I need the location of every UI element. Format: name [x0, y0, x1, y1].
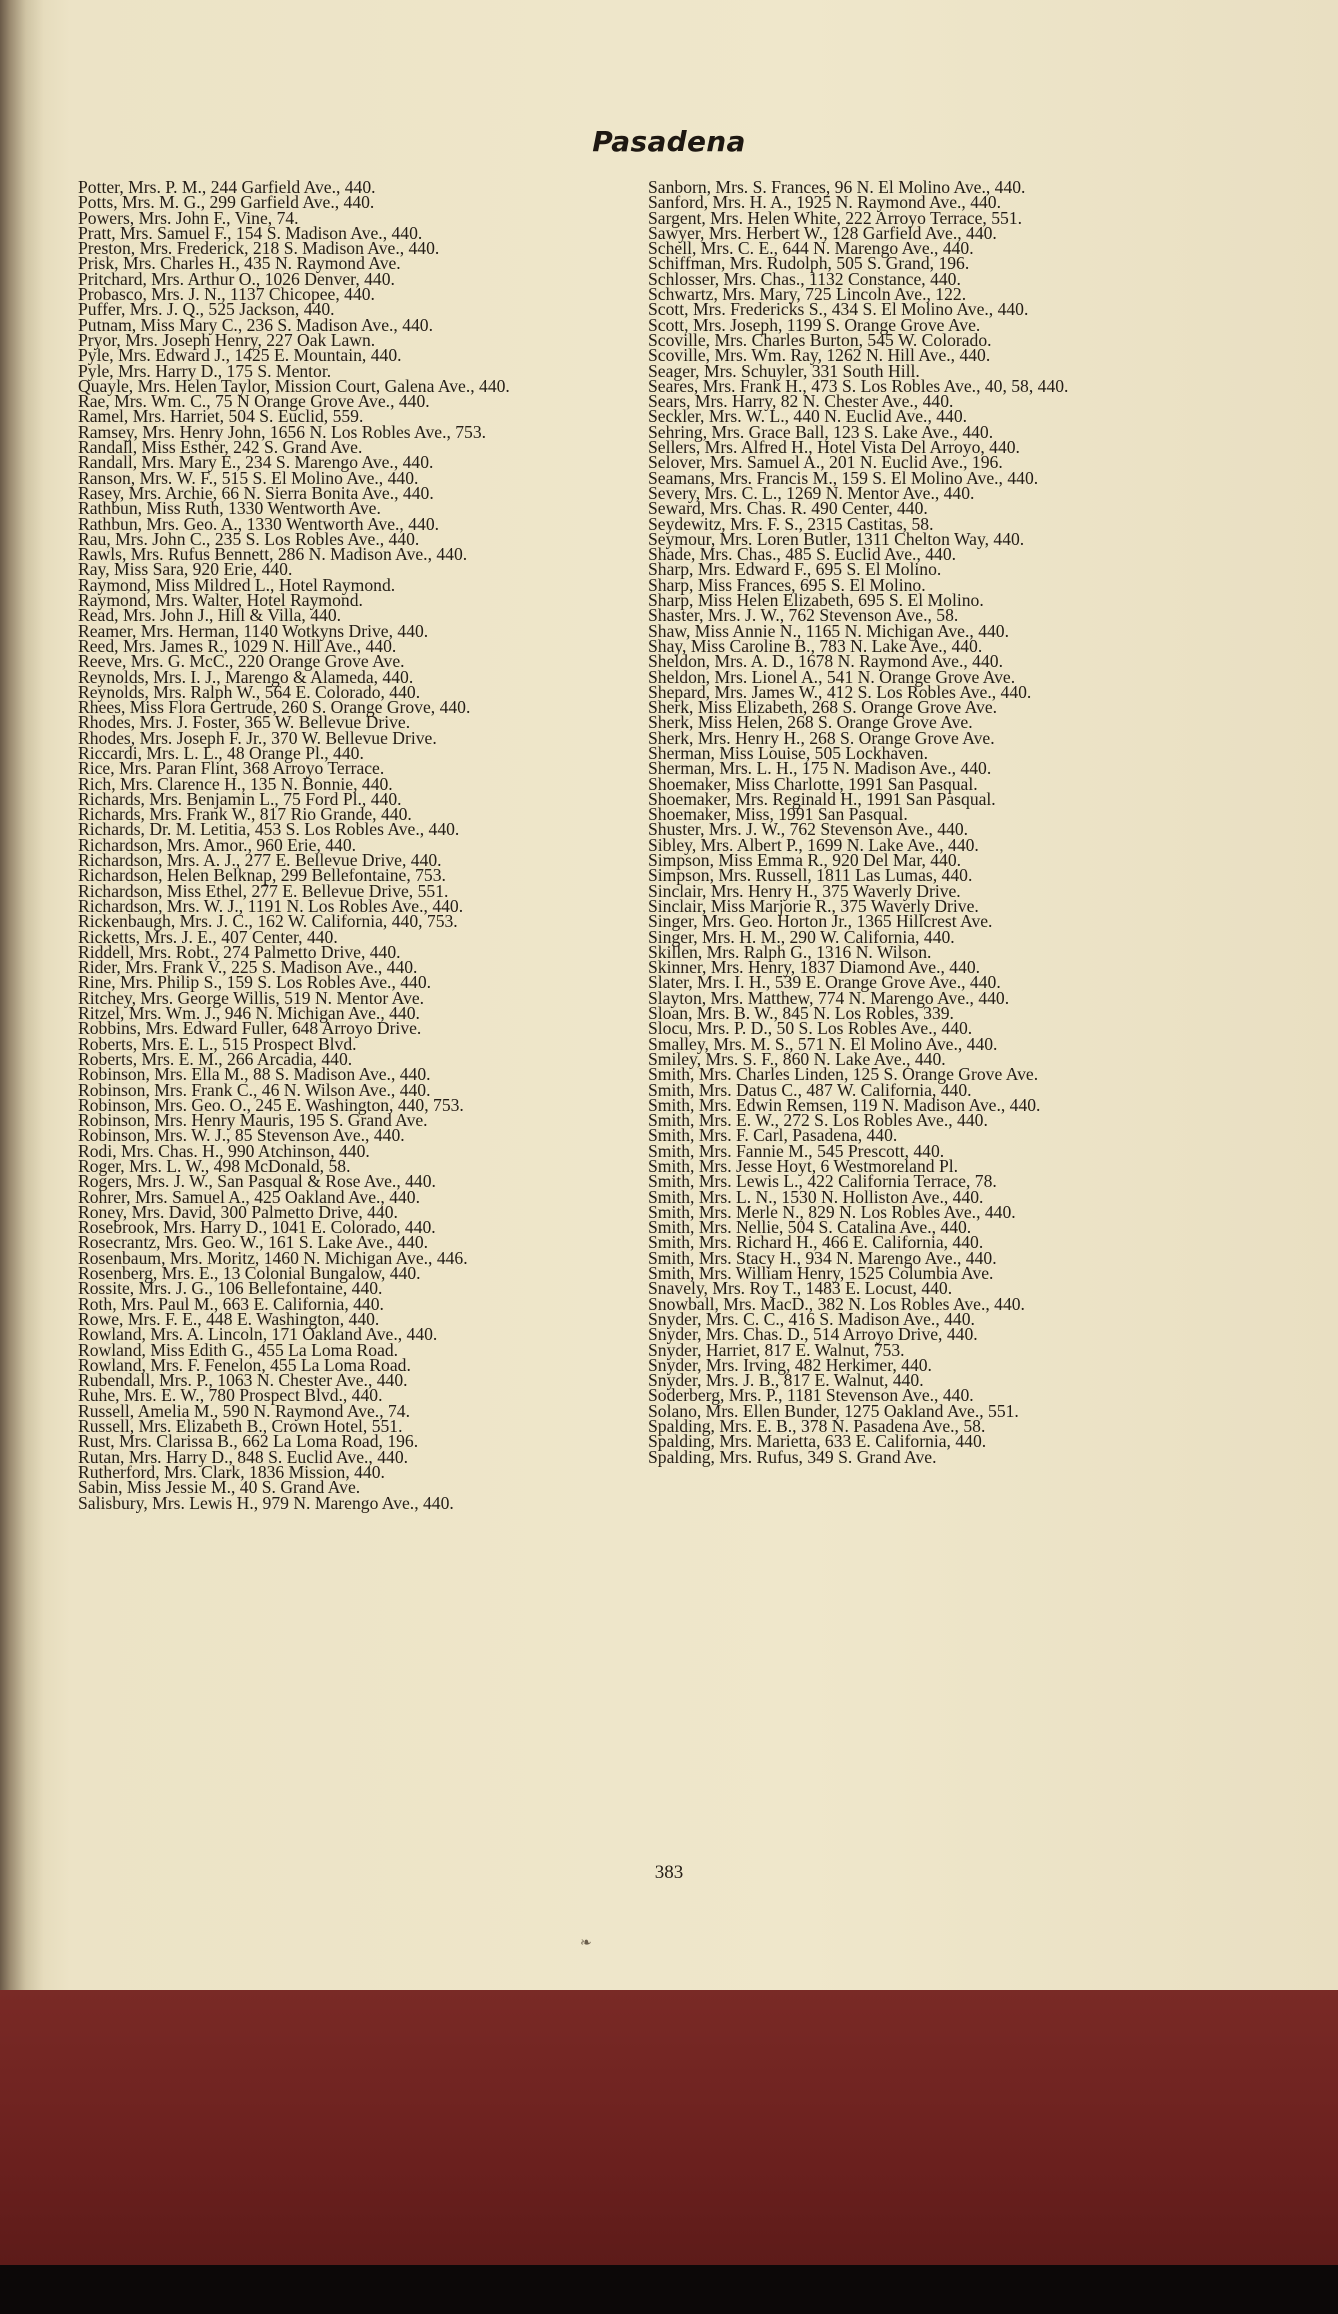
directory-entry: Raymond, Mrs. Walter, Hotel Raymond. — [78, 590, 363, 611]
directory-entry: Richardson, Mrs. Amor., 960 Erie, 440. — [78, 834, 357, 855]
directory-entry: Reamer, Mrs. Herman, 1140 Wotkyns Drive, 440. — [78, 620, 429, 641]
directory-entry: Potter, Mrs. P. M., 244 Garfield Ave., 440. — [78, 177, 376, 197]
directory-entry: Robinson, Mrs. Henry Mauris, 195 S. Grand Ave. — [78, 1110, 428, 1131]
directory-entry: Rau, Mrs. John C., 235 S. Los Robles Ave., 440. — [78, 528, 420, 549]
directory-entry: Riccardi, Mrs. L. L., 48 Orange Pl., 440. — [78, 742, 364, 763]
directory-entry: Rosebrook, Mrs. Harry D., 1041 E. Colorado, 440. — [78, 1217, 436, 1238]
directory-entry: Puffer, Mrs. J. Q., 525 Jackson, 440. — [78, 299, 335, 320]
directory-entry: Russell, Mrs. Elizabeth B., Crown Hotel, 551. — [78, 1416, 403, 1437]
bottom-edge — [0, 2265, 1338, 2314]
directory-entry: Rutherford, Mrs. Clark, 1836 Mission, 440. — [78, 1461, 385, 1482]
directory-entry: Ramsey, Mrs. Henry John, 1656 N. Los Robles Ave., 753. — [78, 421, 487, 442]
directory-entry: Pyle, Mrs. Edward J., 1425 E. Mountain, 440. — [78, 345, 402, 366]
directory-entry: Ricketts, Mrs. J. E., 407 Center, 440. — [78, 926, 338, 947]
directory-entry: Shaster, Mrs. J. W., 762 Stevenson Ave., 58. — [648, 605, 959, 626]
directory-entry: Richardson, Helen Belknap, 299 Bellefontaine, 753. — [78, 865, 446, 886]
directory-entry: Rohrer, Mrs. Samuel A., 425 Oakland Ave., 440. — [78, 1186, 421, 1207]
left-column — [78, 177, 638, 1513]
directory-entry: Smith, Mrs. L. N., 1530 N. Holliston Ave., 440. — [648, 1186, 984, 1207]
directory-entry: Rutan, Mrs. Harry D., 848 S. Euclid Ave., 440. — [78, 1446, 409, 1467]
directory-entry: Rowland, Miss Edith G., 455 La Loma Road. — [78, 1339, 399, 1360]
directory-entry: Scoville, Mrs. Wm. Ray, 1262 N. Hill Ave., 440. — [648, 345, 991, 366]
directory-entry: Shoemaker, Miss Charlotte, 1991 San Pasqual. — [648, 773, 978, 794]
directory-entry: Reynolds, Mrs. Ralph W., 564 E. Colorado, 440. — [78, 681, 421, 702]
directory-entry: Rowland, Mrs. A. Lincoln, 171 Oakland Ave., 440. — [78, 1324, 438, 1345]
directory-entry: Smith, Mrs. Nellie, 504 S. Catalina Ave., 440. — [648, 1217, 972, 1238]
directory-entry: Shaw, Miss Annie N., 1165 N. Michigan Ave., 440. — [648, 620, 1009, 641]
directory-entry: Snyder, Mrs. J. B., 817 E. Walnut, 440. — [648, 1370, 924, 1391]
directory-entry: Robinson, Mrs. Geo. O., 245 E. Washington, 440, 753. — [78, 1094, 464, 1115]
directory-entry: Richards, Mrs. Frank W., 817 Rio Grande, 440. — [78, 804, 412, 825]
directory-entry: Smith, Mrs. Stacy H., 934 N. Marengo Ave., 440. — [648, 1247, 997, 1268]
directory-entry: Slayton, Mrs. Matthew, 774 N. Marengo Ave., 440. — [648, 987, 1010, 1008]
directory-entry: Robinson, Mrs. W. J., 85 Stevenson Ave., 440. — [78, 1125, 405, 1146]
directory-entry: Singer, Mrs. H. M., 290 W. California, 440. — [648, 926, 955, 947]
directory-entry: Rust, Mrs. Clarissa B., 662 La Loma Road, 196. — [78, 1431, 419, 1452]
directory-entry: Roberts, Mrs. E. L., 515 Prospect Blvd. — [78, 1033, 357, 1054]
directory-entry: Ritzel, Mrs. Wm. J., 946 N. Michigan Ave., 440. — [78, 1003, 420, 1024]
directory-entry: Smalley, Mrs. M. S., 571 N. El Molino Ave., 440. — [648, 1033, 998, 1054]
directory-entry: Prisk, Mrs. Charles H., 435 N. Raymond Ave. — [78, 253, 401, 274]
directory-entry: Sinclair, Mrs. Henry H., 375 Waverly Drive. — [648, 880, 961, 901]
directory-entry: Sehring, Mrs. Grace Ball, 123 S. Lake Ave., 440. — [648, 421, 994, 442]
directory-entry: Rossite, Mrs. J. G., 106 Bellefontaine, 440. — [78, 1278, 383, 1299]
directory-entry: Sinclair, Miss Marjorie R., 375 Waverly Drive. — [648, 895, 979, 916]
directory-entry: Severy, Mrs. C. L., 1269 N. Mentor Ave., 440. — [648, 482, 975, 503]
directory-entry: Smith, Mrs. Datus C., 487 W. California, 440. — [648, 1079, 972, 1100]
directory-entry: Sawyer, Mrs. Herbert W., 128 Garfield Ave., 440. — [648, 222, 997, 243]
directory-entry: Rowe, Mrs. F. E., 448 E. Washington, 440. — [78, 1308, 380, 1329]
directory-entry: Ritchey, Mrs. George Willis, 519 N. Mentor Ave. — [78, 987, 425, 1008]
directory-entry: Smith, Mrs. Charles Linden, 125 S. Orange Grove Ave. — [648, 1064, 1039, 1085]
directory-entry: Reeve, Mrs. G. McC., 220 Orange Grove Ave. — [78, 651, 405, 672]
directory-entry: Sellers, Mrs. Alfred H., Hotel Vista Del Arroyo, 440. — [648, 437, 1020, 458]
directory-entry: Sherman, Miss Louise, 505 Lockhaven. — [648, 742, 928, 763]
directory-entry: Schiffman, Mrs. Rudolph, 505 S. Grand, 196. — [648, 253, 970, 274]
directory-entry: Rathbun, Mrs. Geo. A., 1330 Wentworth Ave., 440. — [78, 513, 440, 534]
directory-entry: Pritchard, Mrs. Arthur O., 1026 Denver, 440. — [78, 268, 395, 289]
directory-entry: Smith, Mrs. Fannie M., 545 Prescott, 440. — [648, 1140, 945, 1161]
directory-entry: Snyder, Mrs. Irving, 482 Herkimer, 440. — [648, 1354, 932, 1375]
directory-entry: Slater, Mrs. I. H., 539 E. Orange Grove Ave., 440. — [648, 972, 1001, 993]
directory-entry: Pyle, Mrs. Harry D., 175 S. Mentor. — [78, 360, 332, 381]
directory-entry: Snyder, Mrs. C. C., 416 S. Madison Ave., 440. — [648, 1308, 975, 1329]
directory-entry: Sherk, Miss Helen, 268 S. Orange Grove Ave. — [648, 712, 973, 733]
directory-entry: Snowball, Mrs. MacD., 382 N. Los Robles Ave., 440. — [648, 1293, 1025, 1314]
directory-entry: Ranson, Mrs. W. F., 515 S. El Molino Ave., 440. — [78, 467, 419, 488]
directory-entry: Smith, Mrs. William Henry, 1525 Columbia Ave. — [648, 1263, 994, 1284]
directory-entry: Seares, Mrs. Frank H., 473 S. Los Robles Ave., 40, 58, 440. — [648, 375, 1069, 396]
directory-entry: Richardson, Mrs. W. J., 1191 N. Los Robles Ave., 440. — [78, 895, 464, 916]
directory-entry: Shay, Miss Caroline B., 783 N. Lake Ave., 440. — [648, 635, 983, 656]
book-cover — [0, 1985, 1338, 2285]
directory-entry: Snyder, Harriet, 817 E. Walnut, 753. — [648, 1339, 905, 1360]
directory-entry: Spalding, Mrs. Marietta, 633 E. California, 440. — [648, 1431, 987, 1452]
directory-entry: Snavely, Mrs. Roy T., 1483 E. Locust, 440. — [648, 1278, 953, 1299]
directory-entry: Sabin, Miss Jessie M., 40 S. Grand Ave. — [78, 1477, 361, 1498]
page-title: Pasadena — [592, 125, 746, 158]
directory-entry: Richards, Dr. M. Letitia, 453 S. Los Robles Ave., 440. — [78, 819, 460, 840]
directory-entry: Robinson, Mrs. Frank C., 46 N. Wilson Ave., 440. — [78, 1079, 431, 1100]
directory-entry: Robinson, Mrs. Ella M., 88 S. Madison Ave., 440. — [78, 1064, 431, 1085]
directory-entry: Scott, Mrs. Joseph, 1199 S. Orange Grove Ave. — [648, 314, 981, 335]
directory-entry: Simpson, Mrs. Russell, 1811 Las Lumas, 440. — [648, 865, 973, 886]
directory-entry: Skillen, Mrs. Ralph G., 1316 N. Wilson. — [648, 941, 932, 962]
directory-entry: Richards, Mrs. Benjamin L., 75 Ford Pl., 440. — [78, 788, 402, 809]
directory-entry: Snyder, Mrs. Chas. D., 514 Arroyo Drive, 440. — [648, 1324, 978, 1345]
directory-entry: Riddell, Mrs. Robt., 274 Palmetto Drive, 440. — [78, 941, 401, 962]
directory-entry: Seward, Mrs. Chas. R. 490 Center, 440. — [648, 498, 928, 519]
directory-entry: Rich, Mrs. Clarence H., 135 N. Bonnie, 440. — [78, 773, 393, 794]
directory-entry: Roger, Mrs. L. W., 498 McDonald, 58. — [78, 1156, 351, 1176]
directory-entry: Randall, Mrs. Mary E., 234 S. Marengo Ave., 440. — [78, 452, 434, 473]
directory-entry: Soderberg, Mrs. P., 1181 Stevenson Ave., 440. — [648, 1385, 974, 1406]
directory-entry: Skinner, Mrs. Henry, 1837 Diamond Ave., 440. — [648, 957, 981, 978]
directory-entry: Putnam, Miss Mary C., 236 S. Madison Ave., 440. — [78, 314, 433, 335]
directory-entry: Rowland, Mrs. F. Fenelon, 455 La Loma Road. — [78, 1354, 411, 1375]
directory-entry: Spalding, Mrs. E. B., 378 N. Pasadena Ave., 58. — [648, 1416, 986, 1437]
directory-entry: Rine, Mrs. Philip S., 159 S. Los Robles Ave., 440. — [78, 972, 432, 993]
page-ornament: ❧ — [580, 1936, 592, 1951]
directory-entry: Seydewitz, Mrs. F. S., 2315 Castitas, 58. — [648, 513, 934, 534]
directory-entry: Pryor, Mrs. Joseph Henry, 227 Oak Lawn. — [78, 329, 376, 350]
directory-entry: Randall, Miss Esther, 242 S. Grand Ave. — [78, 437, 363, 458]
directory-entry: Rubendall, Mrs. P., 1063 N. Chester Ave., 440. — [78, 1370, 408, 1391]
directory-entry: Roberts, Mrs. E. M., 266 Arcadia, 440. — [78, 1048, 353, 1069]
directory-entry: Shuster, Mrs. J. W., 762 Stevenson Ave., 440. — [648, 819, 969, 840]
directory-entry: Smith, Mrs. E. W., 272 S. Los Robles Ave., 440. — [648, 1110, 988, 1131]
directory-entry: Richardson, Mrs. A. J., 277 E. Bellevue Drive, 440. — [78, 850, 442, 871]
directory-entry: Smith, Mrs. Edwin Remsen, 119 N. Madison Ave., 440. — [648, 1094, 1041, 1115]
directory-entry: Ramel, Mrs. Harriet, 504 S. Euclid, 559. — [78, 406, 364, 427]
directory-entry: Seager, Mrs. Schuyler, 331 South Hill. — [648, 360, 920, 381]
directory-entry: Rosecrantz, Mrs. Geo. W., 161 S. Lake Ave., 440. — [78, 1232, 429, 1253]
directory-entry: Shoemaker, Miss, 1991 San Pasqual. — [648, 804, 908, 825]
directory-entry: Potts, Mrs. M. G., 299 Garfield Ave., 440. — [78, 192, 375, 213]
directory-entry: Roth, Mrs. Paul M., 663 E. California, 440. — [78, 1293, 384, 1314]
directory-entry: Robbins, Mrs. Edward Fuller, 648 Arroyo Drive. — [78, 1018, 422, 1039]
directory-entry: Smith, Mrs. Richard H., 466 E. California, 440. — [648, 1232, 984, 1253]
directory-entry: Russell, Amelia M., 590 N. Raymond Ave., 74. — [78, 1400, 410, 1421]
directory-entry: Sheldon, Mrs. Lionel A., 541 N. Orange Grove Ave. — [648, 666, 1016, 687]
directory-entry: Seymour, Mrs. Loren Butler, 1311 Chelton Way, 440. — [648, 528, 1025, 549]
directory-entry: Roney, Mrs. David, 300 Palmetto Drive, 440. — [78, 1201, 398, 1222]
directory-entry: Preston, Mrs. Frederick, 218 S. Madison Ave., 440. — [78, 238, 440, 259]
directory-entry: Spalding, Mrs. Rufus, 349 S. Grand Ave. — [648, 1446, 937, 1467]
directory-entry: Sharp, Miss Frances, 695 S. El Molino. — [648, 574, 926, 595]
directory-entry: Reed, Mrs. James R., 1029 N. Hill Ave., 440. — [78, 635, 397, 656]
directory-entry: Quayle, Mrs. Helen Taylor, Mission Court, Galena Ave., 440. — [78, 375, 510, 396]
directory-entry: Sharp, Miss Helen Elizabeth, 695 S. El Molino. — [648, 590, 984, 611]
directory-entry: Scoville, Mrs. Charles Burton, 545 W. Colorado. — [648, 329, 992, 350]
directory-entry: Salisbury, Mrs. Lewis H., 979 N. Marengo Ave., 440. — [78, 1492, 454, 1513]
directory-entry: Probasco, Mrs. J. N., 1137 Chicopee, 440. — [78, 284, 375, 305]
directory-entry: Rae, Mrs. Wm. C., 75 N Orange Grove Ave., 440. — [78, 391, 430, 412]
directory-entry: Rosenberg, Mrs. E., 13 Colonial Bungalow, 440. — [78, 1263, 421, 1284]
directory-entry: Sargent, Mrs. Helen White, 222 Arroyo Terrace, 551. — [648, 207, 1023, 228]
directory-entry: Seamans, Mrs. Francis M., 159 S. El Molino Ave., 440. — [648, 467, 1039, 488]
directory-entry: Shepard, Mrs. James W., 412 S. Los Robles Ave., 440. — [648, 681, 1032, 702]
directory-entry: Schlosser, Mrs. Chas., 1132 Constance, 440. — [648, 268, 961, 289]
directory-entry: Reynolds, Mrs. I. J., Marengo & Alameda, 440. — [78, 666, 414, 687]
directory-entry: Read, Mrs. John J., Hill & Villa, 440. — [78, 605, 342, 626]
directory-entry: Smith, Mrs. F. Carl, Pasadena, 440. — [648, 1125, 898, 1146]
directory-entry: Smith, Mrs. Lewis L., 422 California Terrace, 78. — [648, 1171, 997, 1192]
directory-entry: Schwartz, Mrs. Mary, 725 Lincoln Ave., 122. — [648, 284, 967, 305]
directory-entry: Sanborn, Mrs. S. Frances, 96 N. El Molino Ave., 440. — [648, 177, 1026, 197]
directory-entry: Rawls, Mrs. Rufus Bennett, 286 N. Madison Ave., 440. — [78, 544, 468, 565]
directory-entry: Sanford, Mrs. H. A., 1925 N. Raymond Ave., 440. — [648, 192, 1001, 213]
directory-entry: Pratt, Mrs. Samuel F., 154 S. Madison Ave., 440. — [78, 222, 423, 243]
directory-entry: Singer, Mrs. Geo. Horton Jr., 1365 Hillcrest Ave. — [648, 911, 993, 932]
directory-entry: Sibley, Mrs. Albert P., 1699 N. Lake Ave., 440. — [648, 834, 979, 855]
directory-entry: Seckler, Mrs. W. L., 440 N. Euclid Ave., 440. — [648, 406, 968, 427]
directory-entry: Rhodes, Mrs. Joseph F. Jr., 370 W. Bellevue Drive. — [78, 727, 437, 748]
directory-entry: Rice, Mrs. Paran Flint, 368 Arroyo Terrace. — [78, 758, 385, 779]
directory-entry: Ruhe, Mrs. E. W., 780 Prospect Blvd., 440. — [78, 1385, 383, 1406]
directory-entry: Sharp, Mrs. Edward F., 695 S. El Molino. — [648, 559, 942, 580]
directory-entry: Selover, Mrs. Samuel A., 201 N. Euclid Ave., 196. — [648, 452, 1003, 473]
directory-entry: Shoemaker, Mrs. Reginald H., 1991 San Pasqual. — [648, 788, 996, 809]
directory-entry: Scott, Mrs. Fredericks S., 434 S. El Molino Ave., 440. — [648, 299, 1029, 320]
directory-entry: Rhees, Miss Flora Gertrude, 260 S. Orange Grove, 440. — [78, 697, 471, 718]
directory-entry: Slocu, Mrs. P. D., 50 S. Los Robles Ave., 440. — [648, 1018, 973, 1039]
directory-entry: Shade, Mrs. Chas., 485 S. Euclid Ave., 440. — [648, 544, 957, 565]
directory-entry: Raymond, Miss Mildred L., Hotel Raymond. — [78, 574, 396, 595]
directory-entry: Sherk, Mrs. Henry H., 268 S. Orange Grove Ave. — [648, 727, 995, 748]
directory-entry: Simpson, Miss Emma R., 920 Del Mar, 440. — [648, 850, 962, 871]
directory-entry: Ray, Miss Sara, 920 Erie, 440. — [78, 559, 293, 580]
directory-entry: Solano, Mrs. Ellen Bunder, 1275 Oakland Ave., 551. — [648, 1400, 1019, 1421]
directory-entry: Richardson, Miss Ethel, 277 E. Bellevue Drive, 551. — [78, 880, 449, 901]
directory-entry: Rosenbaum, Mrs. Moritz, 1460 N. Michigan Ave., 446. — [78, 1247, 468, 1268]
directory-entry: Smith, Mrs. Jesse Hoyt, 6 Westmoreland Pl. — [648, 1156, 959, 1176]
directory-entry: Powers, Mrs. John F., Vine, 74. — [78, 207, 299, 228]
directory-entry: Rodi, Mrs. Chas. H., 990 Atchinson, 440. — [78, 1140, 370, 1161]
page-number: 383 — [654, 1862, 684, 1883]
directory-entry: Rider, Mrs. Frank V., 225 S. Madison Ave., 440. — [78, 957, 418, 978]
directory-entry: Sherk, Miss Elizabeth, 268 S. Orange Grove Ave. — [648, 697, 998, 718]
directory-entry: Smiley, Mrs. S. F., 860 N. Lake Ave., 440. — [648, 1048, 946, 1069]
directory-entry: Sherman, Mrs. L. H., 175 N. Madison Ave., 440. — [648, 758, 992, 779]
directory-entry: Rogers, Mrs. J. W., San Pasqual & Rose Ave., 440. — [78, 1171, 436, 1192]
right-column — [648, 177, 1208, 1467]
directory-entry: Rasey, Mrs. Archie, 66 N. Sierra Bonita Ave., 440. — [78, 482, 434, 503]
directory-entry: Sears, Mrs. Harry, 82 N. Chester Ave., 440. — [648, 391, 954, 412]
directory-entry: Sloan, Mrs. B. W., 845 N. Los Robles, 339. — [648, 1003, 954, 1024]
directory-entry: Rhodes, Mrs. J. Foster, 365 W. Bellevue Drive. — [78, 712, 411, 733]
directory-entry: Rathbun, Miss Ruth, 1330 Wentworth Ave. — [78, 498, 381, 519]
directory-entry: Schell, Mrs. C. E., 644 N. Marengo Ave., 440. — [648, 238, 974, 259]
directory-entry: Rickenbaugh, Mrs. J. C., 162 W. California, 440, 753. — [78, 911, 458, 932]
directory-entry: Sheldon, Mrs. A. D., 1678 N. Raymond Ave., 440. — [648, 651, 1003, 672]
directory-entry: Smith, Mrs. Merle N., 829 N. Los Robles Ave., 440. — [648, 1201, 1016, 1222]
